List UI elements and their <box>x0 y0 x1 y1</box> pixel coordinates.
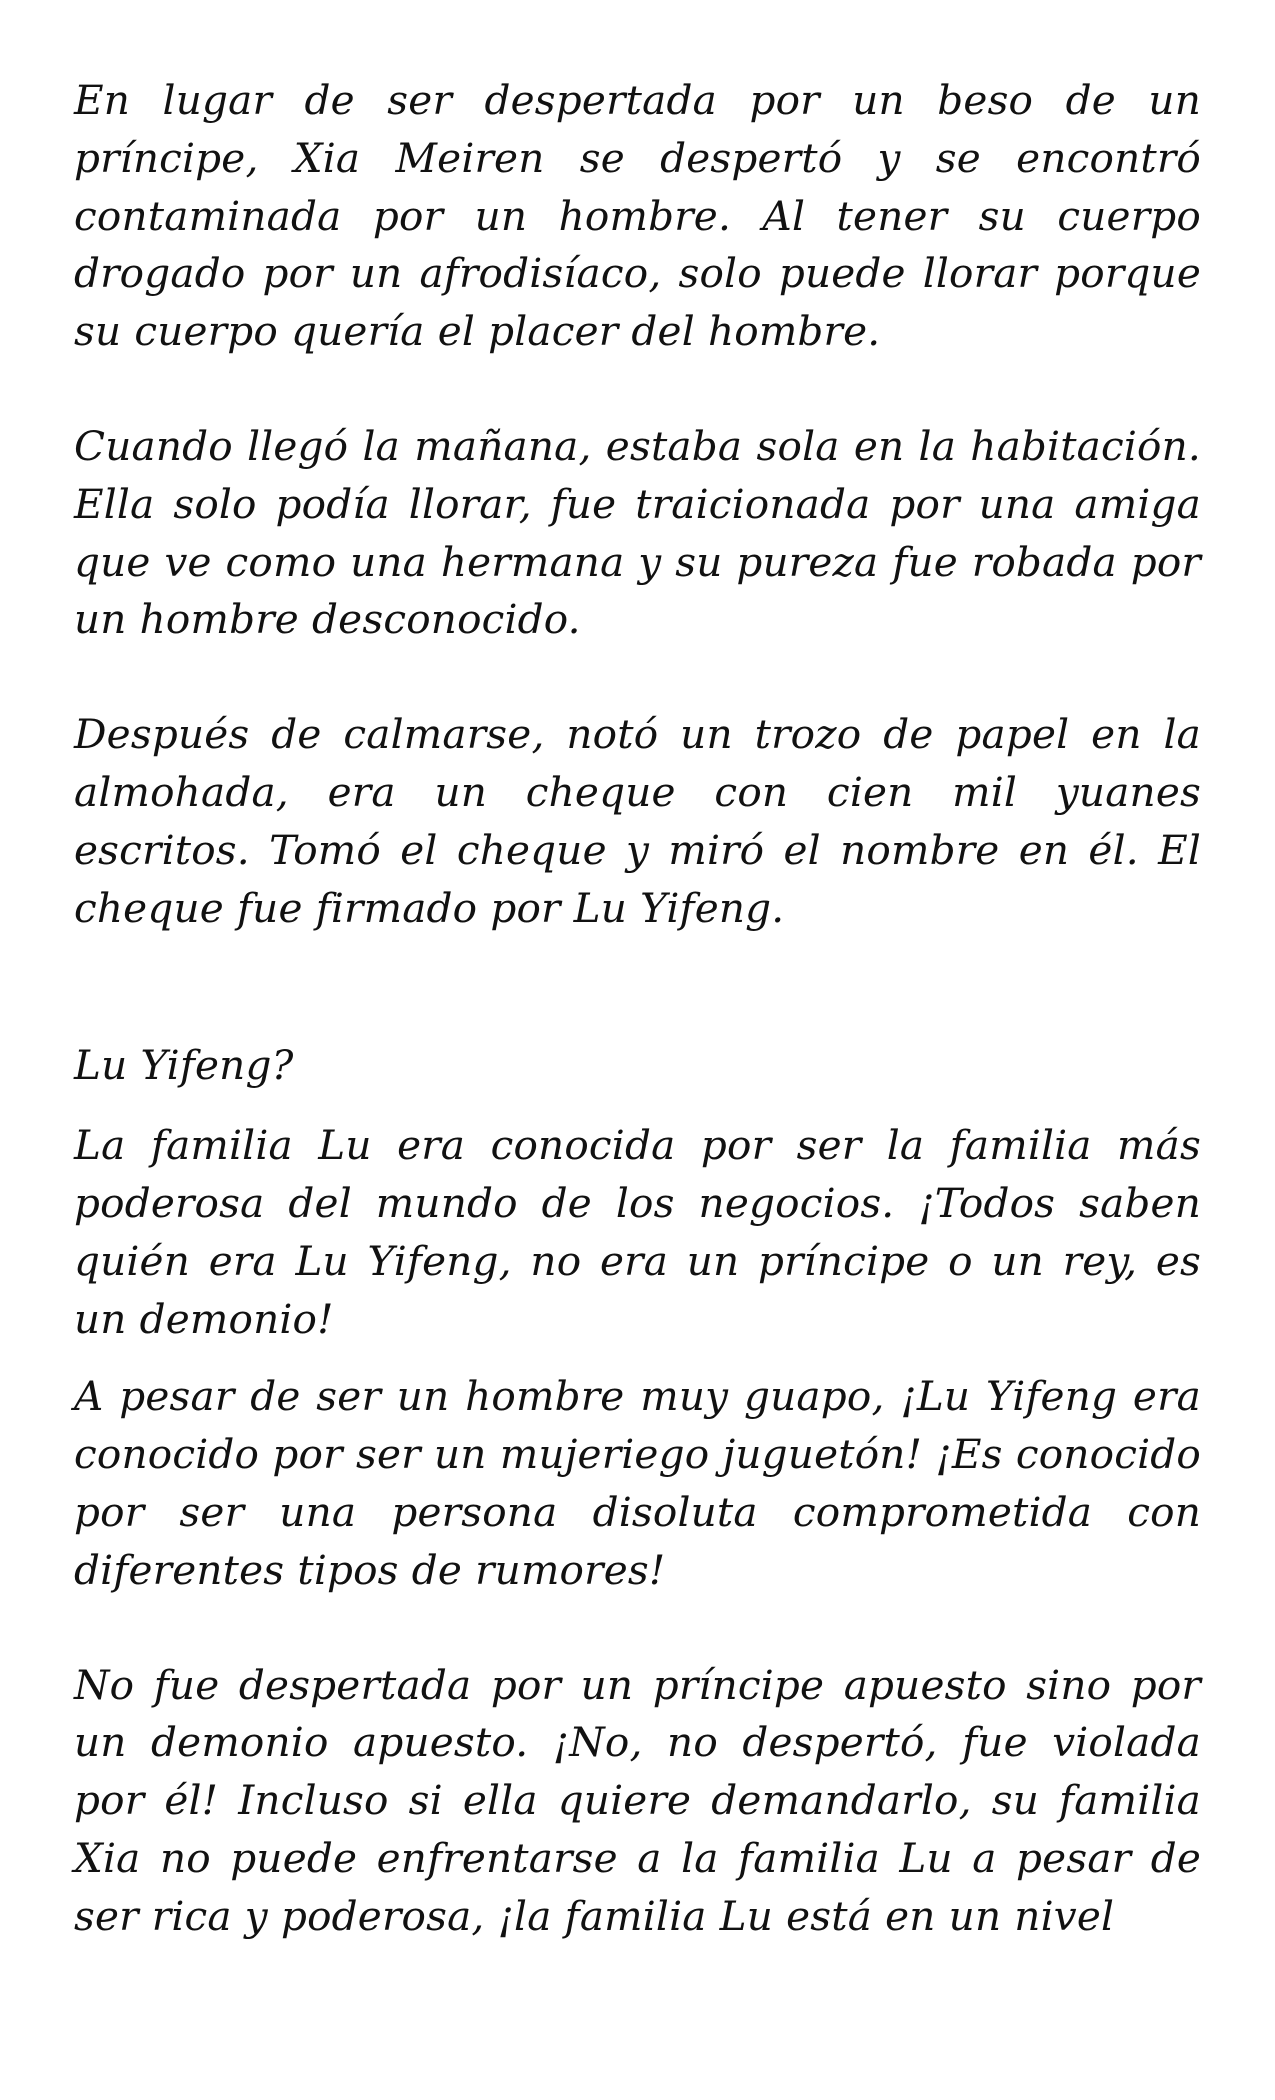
paragraph-2: Cuando llegó la mañana, estaba sola en la habitación. Ella solo podía llorar, fue traicionada por una amiga que ve como una hermana y su pureza fue robada por un hombre desconocido. <box>74 421 1201 644</box>
paragraph-6: A pesar de ser un hombre muy guapo, ¡Lu Yifeng era conocido por ser un mujeriego juguetón! ¡Es conocido por ser una persona disoluta comprometida con diferentes tipos de rumores! <box>74 1372 1201 1594</box>
reader-page <box>74 72 1201 1946</box>
paragraph-7: No fue despertada por un príncipe apuesto sino por un demonio apuesto. ¡No, no despertó, fue violada por él! Incluso si ella quiere demandarlo, su familia Xia no puede enfrentarse a la familia Lu a pesar de ser rica y poderosa, ¡la familia Lu está en un nivel <box>74 1660 1201 1940</box>
paragraph-5: La familia Lu era conocida por ser la familia más poderosa del mundo de los negocios. ¡Todos saben quién era Lu Yifeng, no era un príncipe o un rey, es un demonio! <box>74 1121 1201 1343</box>
paragraph-4: Lu Yifeng? <box>74 1041 294 1090</box>
paragraph-3: Después de calmarse, notó un trozo de papel en la almohada, era un cheque con cien mil yuanes escritos. Tomó el cheque y miró el nombre en él. El cheque fue firmado por Lu Yifeng. <box>74 710 1201 932</box>
paragraph-1: En lugar de ser despertada por un beso de un príncipe, Xia Meiren se despertó y se encontró contaminada por un hombre. Al tener su cuerpo drogado por un afrodisíaco, solo puede llorar porque su cuerpo quería el placer del hombre. <box>74 76 1201 356</box>
